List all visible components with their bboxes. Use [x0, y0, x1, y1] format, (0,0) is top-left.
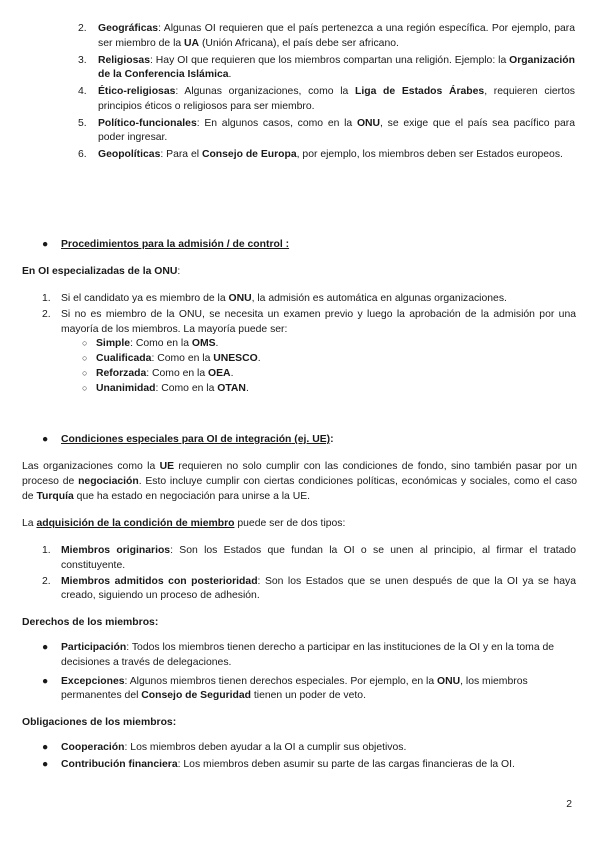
list-item: 2. Geográficas: Algunas OI requieren que el país pertenezca a una región específica. Por ejemplo, para ser miembro de la UA (Unión Africana), el país debe ser africano.: [78, 23, 575, 49]
rights-list: [42, 641, 576, 708]
bullet-icon: ●: [42, 434, 49, 445]
subheading-onu: En OI especializadas de la ONU:: [22, 266, 181, 277]
bullet-icon: ●: [42, 742, 49, 753]
circle-bullet-icon: ○: [82, 382, 88, 393]
page-number: 2: [566, 799, 572, 810]
list-item: ○ Simple: Como en la OMS.: [82, 338, 219, 350]
bullet-icon: ●: [42, 642, 49, 653]
list-item: ● Excepciones: Algunos miembros tienen derechos especiales. Por ejemplo, en la ONU, los miembros permanentes del Consejo de Seguridad tienen un poder de veto.: [42, 675, 528, 702]
heading-duties: Obligaciones de los miembros:: [22, 717, 177, 728]
list-item: 1. Miembros originarios: Son los Estados que fundan la OI o se unen al principio, al firmar el tratado constituyente.: [42, 545, 576, 571]
duties-list: [42, 741, 576, 777]
paragraph-integration: Las organizaciones como la UE requieren no solo cumplir con las condiciones de fondo, sino también pasar por un proceso de negociación. Esto incluye cumplir con ciertas condiciones políticas, económicas y sociales, como el caso de Turquía que ha estado en negociación para unirse a la UE.: [22, 461, 577, 502]
bullet-icon: ●: [42, 758, 49, 770]
bullet-icon: ●: [42, 239, 49, 250]
bullet-icon: ●: [42, 675, 49, 687]
list-item: ● Participación: Todos los miembros tienen derecho a participar en las instituciones de la OI y en la toma de decisiones a través de delegaciones.: [42, 642, 555, 668]
list-item: 3. Religiosas: Hay OI que requieren que los miembros compartan una religión. Ejemplo: la Organización de la Conferencia Islámica.: [78, 54, 575, 81]
list-item: 1. Si el candidato ya es miembro de la ONU, la admisión es automática en algunas organizaciones.: [42, 293, 507, 304]
paragraph-acquisition: La adquisición de la condición de miembro puede ser de dos tipos:: [22, 518, 346, 529]
list-item: ○ Reforzada: Como en la OEA.: [82, 367, 234, 379]
circle-bullet-icon: ○: [82, 338, 88, 349]
list-item: 4. Ético-religiosas: Algunas organizaciones, como la Liga de Estados Árabes, requieren ciertos principios éticos o religiosos para ser miembro.: [78, 86, 575, 112]
circle-bullet-icon: ○: [82, 367, 88, 378]
majority-types-list: [61, 337, 576, 396]
circle-bullet-icon: ○: [82, 353, 88, 364]
member-types-list: [42, 544, 576, 605]
list-item: ● Contribución financiera: Los miembros deben asumir su parte de las cargas financieras de la OI.: [42, 758, 576, 773]
list-item: 5. Político-funcionales: En algunos casos, como en la ONU, se exige que el país sea pacífico para poder ingresar.: [78, 117, 575, 144]
list-item: ○ Cualificada: Como en la UNESCO.: [82, 353, 261, 365]
list-item: 2. Miembros admitidos con posterioridad: Son los Estados que se unen después de que la OI ya se haya creado, siguiendo un proceso de adhesión.: [42, 575, 576, 602]
heading-text: Condiciones especiales para OI de integración (ej. UE):: [61, 434, 334, 445]
admission-steps-list: [42, 292, 576, 397]
membership-requirements-list: [78, 22, 575, 165]
list-item: ○ Unanimidad: Como en la OTAN.: [82, 382, 249, 394]
heading-text: Procedimientos para la admisión / de control :: [61, 239, 290, 250]
heading-rights: Derechos de los miembros:: [22, 617, 159, 628]
list-item: 2. Si no es miembro de la ONU, se necesita un examen previo y luego la aprobación de la admisión por una mayoría de los miembros. La mayoría puede ser: ○ Simple: Como en la OMS. ○ Cualificada: Como en la UNESCO. ○ Reforzada: Como en la OEA. ○ Unanimidad: Como en la OTAN.: [42, 308, 576, 397]
list-item: 6. Geopolíticas: Para el Consejo de Europa, por ejemplo, los miembros deben ser Estados europeos.: [78, 149, 563, 161]
list-item: ● Cooperación: Los miembros deben ayudar a la OI a cumplir sus objetivos.: [42, 741, 576, 756]
